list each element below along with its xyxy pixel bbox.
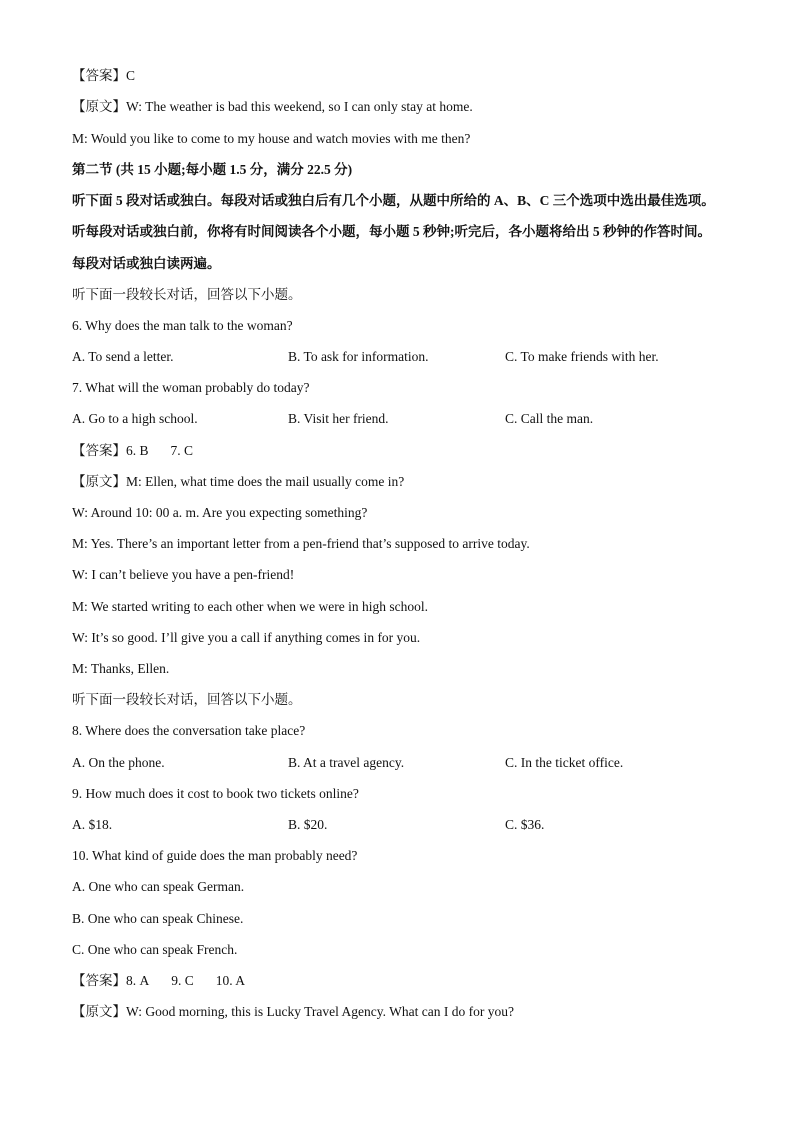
question-9: 9. How much does it cost to book two tickets online? xyxy=(72,786,359,801)
answer-value: 10. A xyxy=(215,973,246,988)
answer-value: 7. C xyxy=(170,443,194,458)
transcript-line: 【原文】M: Ellen, what time does the mail usually come in? xyxy=(72,474,405,489)
option-c: C. In the ticket office. xyxy=(505,755,624,770)
question-8: 8. Where does the conversation take place? xyxy=(72,723,306,738)
instruction-line: 听每段对话或独白前，你将有时间阅读各个小题，每小题 5 秒钟;听完后，各小题将给出 5 秒钟的作答时间。 xyxy=(72,224,711,239)
option-c: C. Call the man. xyxy=(505,411,594,426)
transcript-line: 【原文】W: The weather is bad this weekend, so I can only stay at home. xyxy=(72,99,473,114)
section-heading: 第二节 (共 15 小题;每小题 1.5 分，满分 22.5 分) xyxy=(72,162,353,177)
transcript-line: M: Would you like to come to my house and watch movies with me then? xyxy=(72,131,471,146)
transcript-line: W: It’s so good. I’ll give you a call if anything comes in for you. xyxy=(72,630,421,645)
transcript-line: 【原文】W: Good morning, this is Lucky Travel Agency. What can I do for you? xyxy=(72,1004,514,1019)
transcript-line: W: I can’t believe you have a pen-friend! xyxy=(72,567,295,582)
dialogue-intro: 听下面一段较长对话，回答以下小题。 xyxy=(72,287,302,302)
option-c: C. $36. xyxy=(505,817,545,832)
dialogue-intro: 听下面一段较长对话，回答以下小题。 xyxy=(72,692,302,707)
option-a: A. $18. xyxy=(72,817,113,832)
transcript-line: W: Around 10: 00 a. m. Are you expecting something? xyxy=(72,505,368,520)
option-a: A. One who can speak German. xyxy=(72,879,245,894)
option-b: B. $20. xyxy=(288,817,328,832)
answer-label: 【答案】6. B xyxy=(72,443,149,458)
option-b: B. At a travel agency. xyxy=(288,755,405,770)
option-a: A. On the phone. xyxy=(72,755,165,770)
option-b: B. One who can speak Chinese. xyxy=(72,911,244,926)
option-a: A. Go to a high school. xyxy=(72,411,198,426)
option-a: A. To send a letter. xyxy=(72,349,174,364)
answer-line xyxy=(72,972,734,990)
transcript-line: M: Thanks, Ellen. xyxy=(72,661,170,676)
option-c: C. To make friends with her. xyxy=(505,349,659,364)
answer-line xyxy=(72,442,734,460)
answer-label: 【答案】8. A xyxy=(72,973,150,988)
option-b: B. Visit her friend. xyxy=(288,411,389,426)
transcript-line: M: We started writing to each other when we were in high school. xyxy=(72,599,428,614)
answer-line: 【答案】C xyxy=(72,68,136,83)
answer-value: 9. C xyxy=(171,973,194,988)
instruction-line: 每段对话或独白读两遍。 xyxy=(72,256,221,271)
option-b: B. To ask for information. xyxy=(288,349,429,364)
question-6: 6. Why does the man talk to the woman? xyxy=(72,318,293,333)
question-10: 10. What kind of guide does the man probably need? xyxy=(72,848,358,863)
instruction-line: 听下面 5 段对话或独白。每段对话或独白后有几个小题，从题中所给的 A、B、C 三个选项中选出最佳选项。 xyxy=(72,193,715,208)
question-7: 7. What will the woman probably do today? xyxy=(72,380,310,395)
transcript-line: M: Yes. There’s an important letter from a pen-friend that’s supposed to arrive today. xyxy=(72,536,530,551)
option-c: C. One who can speak French. xyxy=(72,942,238,957)
